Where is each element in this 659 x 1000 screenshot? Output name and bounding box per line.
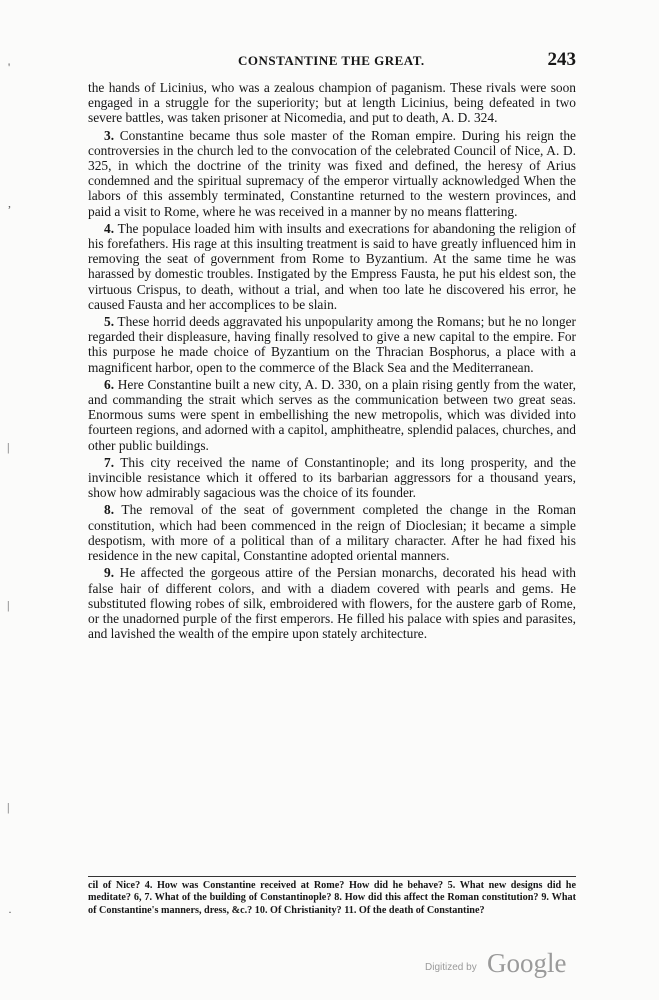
paragraph-number: 7.	[104, 454, 115, 470]
paragraph	[88, 455, 576, 501]
footnote-questions: cil of Nice? 4. How was Constantine received at Rome? How did he behave? 5. What new designs did he meditate? 6, 7. What of the building of Constantinople? 8. How did this affect the Roman constitution? 9. What of Constantine's manners, dress, &c.? 10. Of Christianity? 11. Of the death of Constantine?	[88, 880, 576, 916]
paragraph	[88, 128, 576, 219]
paragraph-text: This city received the name of Constantinople; and its long prosperity, and the invincible resistance which it offered to its barbarian aggressors for a thousand years, show how admirably sagacious was the choice of its founder.	[88, 454, 576, 501]
paragraph-number: 3.	[104, 127, 115, 143]
paragraph-number: 5.	[104, 314, 115, 330]
paragraph-text: These horrid deeds aggravated his unpopularity among the Romans; but he no longer regarded their displeasure, having finally resolved to give a new capital to the empire. For this purpose he made choice of Byzantium on the Thracian Bosphorus, a place with a magnificent harbor, open to the commerce of the Black Sea and the Mediterranean.	[88, 314, 577, 375]
paragraph-text: Constantine became thus sole master of the Roman empire. During his reign the controversies in the church led to the convocation of the celebrated Council of Nice, A. D. 325, in which the doctrine of the trinity was fixed and defined, the heresy of Arius condemned and the spiritual supremacy of the emperor virtually acknowledged When the labors of this assembly terminated, Constantine returned to the western provinces, and paid a visit to Rome, where he was received in a manner by no means flattering.	[88, 127, 576, 219]
footnote-rule	[88, 876, 576, 877]
paragraph	[88, 502, 576, 563]
watermark-prefix: Digitized by	[425, 962, 477, 973]
paragraph-number: 8.	[104, 502, 115, 518]
paragraph-text: The populace loaded him with insults and execrations for abandoning the religion of his forefathers. His rage at this insulting treatment is said to have greatly influenced him in removing the seat of government from Rome to Byzantium. At the same time he was harassed by domestic troubles. Instigated by the Empress Fausta, he put his eldest son, the virtuous Crispus, to death, without a trial, and when too late he discovered his error, he caused Fausta and her accomplices to be slain.	[88, 220, 576, 312]
paragraph	[88, 221, 576, 312]
body-text	[88, 80, 576, 643]
page-number: 243	[547, 49, 576, 70]
page-header	[88, 50, 576, 72]
paragraph-text: Here Constantine built a new city, A. D. 330, on a plain rising gently from the water, and commanding the strait which serves as the communication between two great seas. Enormous sums were spent in embellishing the new metropolis, which was divided into fourteen regions, and adorned with a capitol, amphitheatre, splendid palaces, churches, and other public buildings.	[88, 376, 576, 453]
paragraph-number: 6.	[104, 376, 115, 392]
margin-mark: '	[8, 60, 11, 74]
margin-mark: ·	[8, 905, 12, 919]
margin-mark: |	[7, 598, 10, 612]
margin-mark: |	[7, 440, 10, 454]
paragraph-number: 4.	[104, 220, 115, 236]
running-head: CONSTANTINE THE GREAT.	[238, 53, 425, 68]
paragraph	[88, 314, 576, 375]
paragraph-text: He affected the gorgeous attire of the Persian monarchs, decorated his head with false hair of different colors, and with a diadem covered with pearls and gems. He substituted flowing robes of silk, embroidered with flowers, for the austere garb of Rome, or the unadorned purple of the first emperors. He filled his palace with spies and parasites, and lavished the wealth of the empire upon stately architecture.	[88, 565, 576, 642]
margin-mark: |	[7, 800, 10, 814]
paragraph-text: The removal of the seat of government completed the change in the Roman constitution, which had been commenced in the reign of Dioclesian; it became a simple despotism, with more of a political than of a military character. After he had fixed his residence in the new capital, Constantine adopted oriental manners.	[88, 502, 576, 564]
paragraph	[88, 80, 576, 126]
paragraph	[88, 565, 576, 641]
google-logo: Google	[487, 948, 567, 978]
paragraph-number: 9.	[104, 565, 115, 581]
margin-mark: ,	[8, 196, 11, 210]
digitized-watermark	[425, 948, 625, 982]
paragraph-text: the hands of Licinius, who was a zealous champion of paganism. These rivals were soon engaged in a struggle for the superiority; but at length Licinius, being defeated in two severe battles, was taken prisoner at Nicomedia, and put to death, A. D. 324.	[88, 80, 576, 126]
paragraph	[88, 377, 576, 453]
